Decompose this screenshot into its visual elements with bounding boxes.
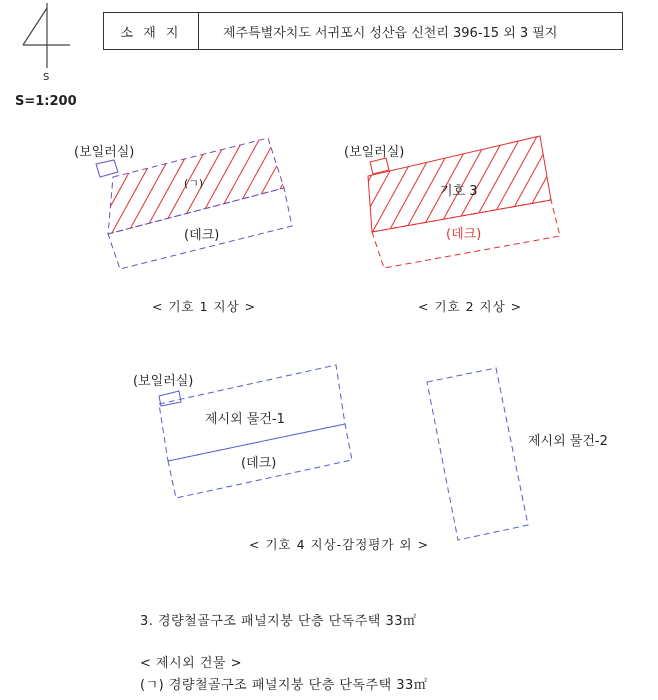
drawing-2-mark: 기호 3 [440, 184, 478, 199]
hatch-line [284, 130, 345, 240]
hatch-line [576, 130, 637, 240]
drawing-2-boiler-label: (보일러실) [344, 145, 405, 160]
drawing-4-mark: 제시외 물건-2 [528, 434, 608, 449]
drawing-1-boiler-room [96, 160, 118, 177]
note-extra-1: (ㄱ) 경량철골구조 패널지붕 단층 단독주택 33㎡ [140, 678, 428, 693]
hatch-line [220, 130, 281, 240]
drawing-3-boiler-label: (보일러실) [133, 374, 194, 389]
drawing-1-mark: (ㄱ) [184, 177, 204, 190]
drawing-1-deck: (데크) [184, 228, 220, 243]
north-letter: S [43, 72, 50, 83]
location-header [103, 12, 623, 50]
drawing-4-outline [427, 368, 528, 540]
scale-label: S=1:200 [15, 94, 77, 109]
drawing-1-boiler-label: (보일러실) [74, 145, 135, 160]
drawing-3-mark: 제시외 물건-1 [205, 412, 285, 427]
hatch-line [560, 130, 621, 240]
drawing-3-caption: < 기호 4 지상-감정평가 외 > [249, 537, 429, 552]
hatch-line [236, 130, 297, 240]
hatch-line [592, 130, 653, 240]
hatch-line [480, 130, 541, 240]
drawing-3-deck: (데크) [241, 456, 277, 471]
location-value: 제주특별자치도 서귀포시 성산읍 신천리 396-15 외 3 필지 [223, 25, 558, 41]
drawing-1-caption: < 기호 1 지상 > [152, 299, 257, 314]
north-arrow-icon [23, 3, 70, 68]
hatch-line [608, 130, 658, 240]
note-building-3: 3. 경량철골구조 패널지붕 단층 단독주택 33㎡ [140, 614, 417, 629]
note-extra-heading: < 제시외 건물 > [140, 656, 242, 671]
drawing-2-caption: < 기호 2 지상 > [418, 299, 523, 314]
location-label: 소 재 지 [104, 13, 199, 49]
hatch-line [528, 130, 589, 240]
hatch-line [544, 130, 605, 240]
hatch-line [268, 130, 329, 240]
hatch-line [496, 130, 557, 240]
hatch-line [640, 130, 658, 240]
hatch-line [252, 130, 313, 240]
hatch-line [624, 130, 658, 240]
drawing-2-deck: (데크) [446, 227, 482, 242]
